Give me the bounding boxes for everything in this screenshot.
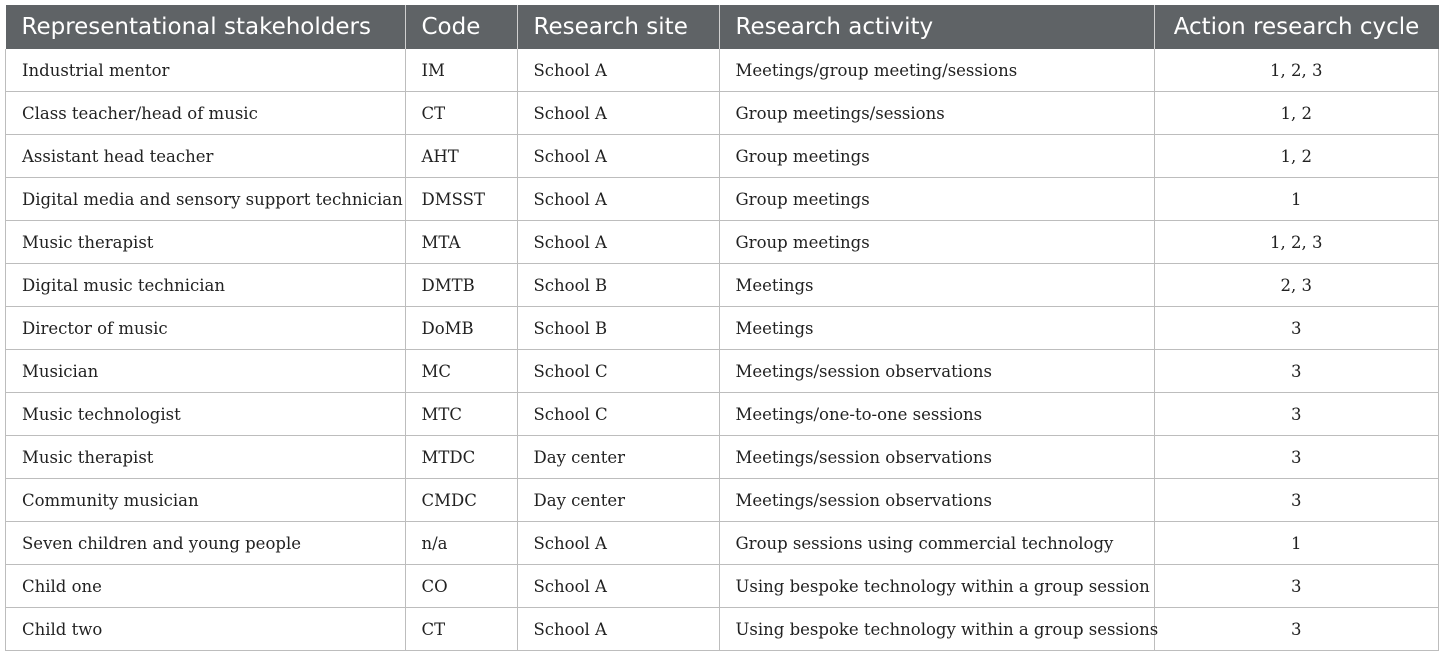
cycle-cell: 1, 2, 3: [1154, 49, 1439, 92]
code-cell: IM: [405, 49, 517, 92]
research-activity-cell: Using bespoke technology within a group session: [719, 565, 1154, 608]
code-cell: CT: [405, 92, 517, 135]
research-activity-cell: Meetings/session observations: [719, 436, 1154, 479]
stakeholder-cell: Seven children and young people: [6, 522, 406, 565]
stakeholder-cell: Music therapist: [6, 221, 406, 264]
research-site-cell: Day center: [517, 436, 719, 479]
header-research-activity: Research activity: [719, 5, 1154, 49]
research-activity-cell: Group meetings: [719, 178, 1154, 221]
stakeholder-cell: Assistant head teacher: [6, 135, 406, 178]
research-site-cell: School A: [517, 221, 719, 264]
code-cell: MTC: [405, 393, 517, 436]
research-activity-cell: Meetings/one-to-one sessions: [719, 393, 1154, 436]
research-site-cell: School A: [517, 522, 719, 565]
cycle-cell: 1, 2: [1154, 135, 1439, 178]
research-site-cell: School B: [517, 264, 719, 307]
table-row: [6, 522, 1439, 565]
table-row: [6, 221, 1439, 264]
table-row: [6, 350, 1439, 393]
cycle-cell: 1, 2: [1154, 92, 1439, 135]
stakeholder-cell: Director of music: [6, 307, 406, 350]
research-site-cell: School A: [517, 565, 719, 608]
table-row: [6, 92, 1439, 135]
code-cell: MTDC: [405, 436, 517, 479]
code-cell: DoMB: [405, 307, 517, 350]
research-activity-cell: Meetings: [719, 307, 1154, 350]
stakeholder-cell: Music technologist: [6, 393, 406, 436]
table-body: [6, 49, 1439, 651]
stakeholder-cell: Child two: [6, 608, 406, 651]
cycle-cell: 3: [1154, 565, 1439, 608]
research-activity-cell: Meetings/session observations: [719, 350, 1154, 393]
research-activity-cell: Meetings/session observations: [719, 479, 1154, 522]
table-row: [6, 479, 1439, 522]
research-site-cell: School C: [517, 350, 719, 393]
code-cell: DMSST: [405, 178, 517, 221]
stakeholder-cell: Music therapist: [6, 436, 406, 479]
stakeholder-cell: Class teacher/head of music: [6, 92, 406, 135]
research-activity-cell: Using bespoke technology within a group sessions: [719, 608, 1154, 651]
cycle-cell: 3: [1154, 436, 1439, 479]
stakeholder-cell: Industrial mentor: [6, 49, 406, 92]
cycle-cell: 3: [1154, 307, 1439, 350]
research-activity-cell: Group meetings: [719, 135, 1154, 178]
table-header: [6, 5, 1439, 49]
research-site-cell: School B: [517, 307, 719, 350]
research-site-cell: School A: [517, 49, 719, 92]
table-row: [6, 178, 1439, 221]
stakeholders-table-container: [5, 5, 1420, 651]
research-activity-cell: Group meetings: [719, 221, 1154, 264]
research-site-cell: School A: [517, 135, 719, 178]
table-row: [6, 49, 1439, 92]
research-site-cell: School C: [517, 393, 719, 436]
stakeholder-cell: Community musician: [6, 479, 406, 522]
table-row: [6, 436, 1439, 479]
header-representational-stakeholders: Representational stakeholders: [6, 5, 406, 49]
code-cell: MC: [405, 350, 517, 393]
table-row: [6, 608, 1439, 651]
table-row: [6, 393, 1439, 436]
code-cell: n/a: [405, 522, 517, 565]
code-cell: DMTB: [405, 264, 517, 307]
header-row: [6, 5, 1439, 49]
code-cell: CMDC: [405, 479, 517, 522]
stakeholders-table: [5, 5, 1439, 651]
code-cell: AHT: [405, 135, 517, 178]
cycle-cell: 3: [1154, 393, 1439, 436]
cycle-cell: 1: [1154, 522, 1439, 565]
research-activity-cell: Meetings: [719, 264, 1154, 307]
header-action-research-cycle: Action research cycle: [1154, 5, 1439, 49]
research-site-cell: School A: [517, 178, 719, 221]
cycle-cell: 3: [1154, 479, 1439, 522]
stakeholder-cell: Musician: [6, 350, 406, 393]
table-row: [6, 264, 1439, 307]
header-research-site: Research site: [517, 5, 719, 49]
code-cell: CO: [405, 565, 517, 608]
research-activity-cell: Meetings/group meeting/sessions: [719, 49, 1154, 92]
cycle-cell: 1: [1154, 178, 1439, 221]
table-row: [6, 307, 1439, 350]
research-site-cell: School A: [517, 92, 719, 135]
research-activity-cell: Group sessions using commercial technology: [719, 522, 1154, 565]
research-activity-cell: Group meetings/sessions: [719, 92, 1154, 135]
research-site-cell: School A: [517, 608, 719, 651]
table-row: [6, 565, 1439, 608]
cycle-cell: 2, 3: [1154, 264, 1439, 307]
cycle-cell: 1, 2, 3: [1154, 221, 1439, 264]
stakeholder-cell: Child one: [6, 565, 406, 608]
stakeholder-cell: Digital music technician: [6, 264, 406, 307]
table-row: [6, 135, 1439, 178]
code-cell: MTA: [405, 221, 517, 264]
cycle-cell: 3: [1154, 350, 1439, 393]
code-cell: CT: [405, 608, 517, 651]
header-code: Code: [405, 5, 517, 49]
research-site-cell: Day center: [517, 479, 719, 522]
cycle-cell: 3: [1154, 608, 1439, 651]
stakeholder-cell: Digital media and sensory support technician: [6, 178, 406, 221]
